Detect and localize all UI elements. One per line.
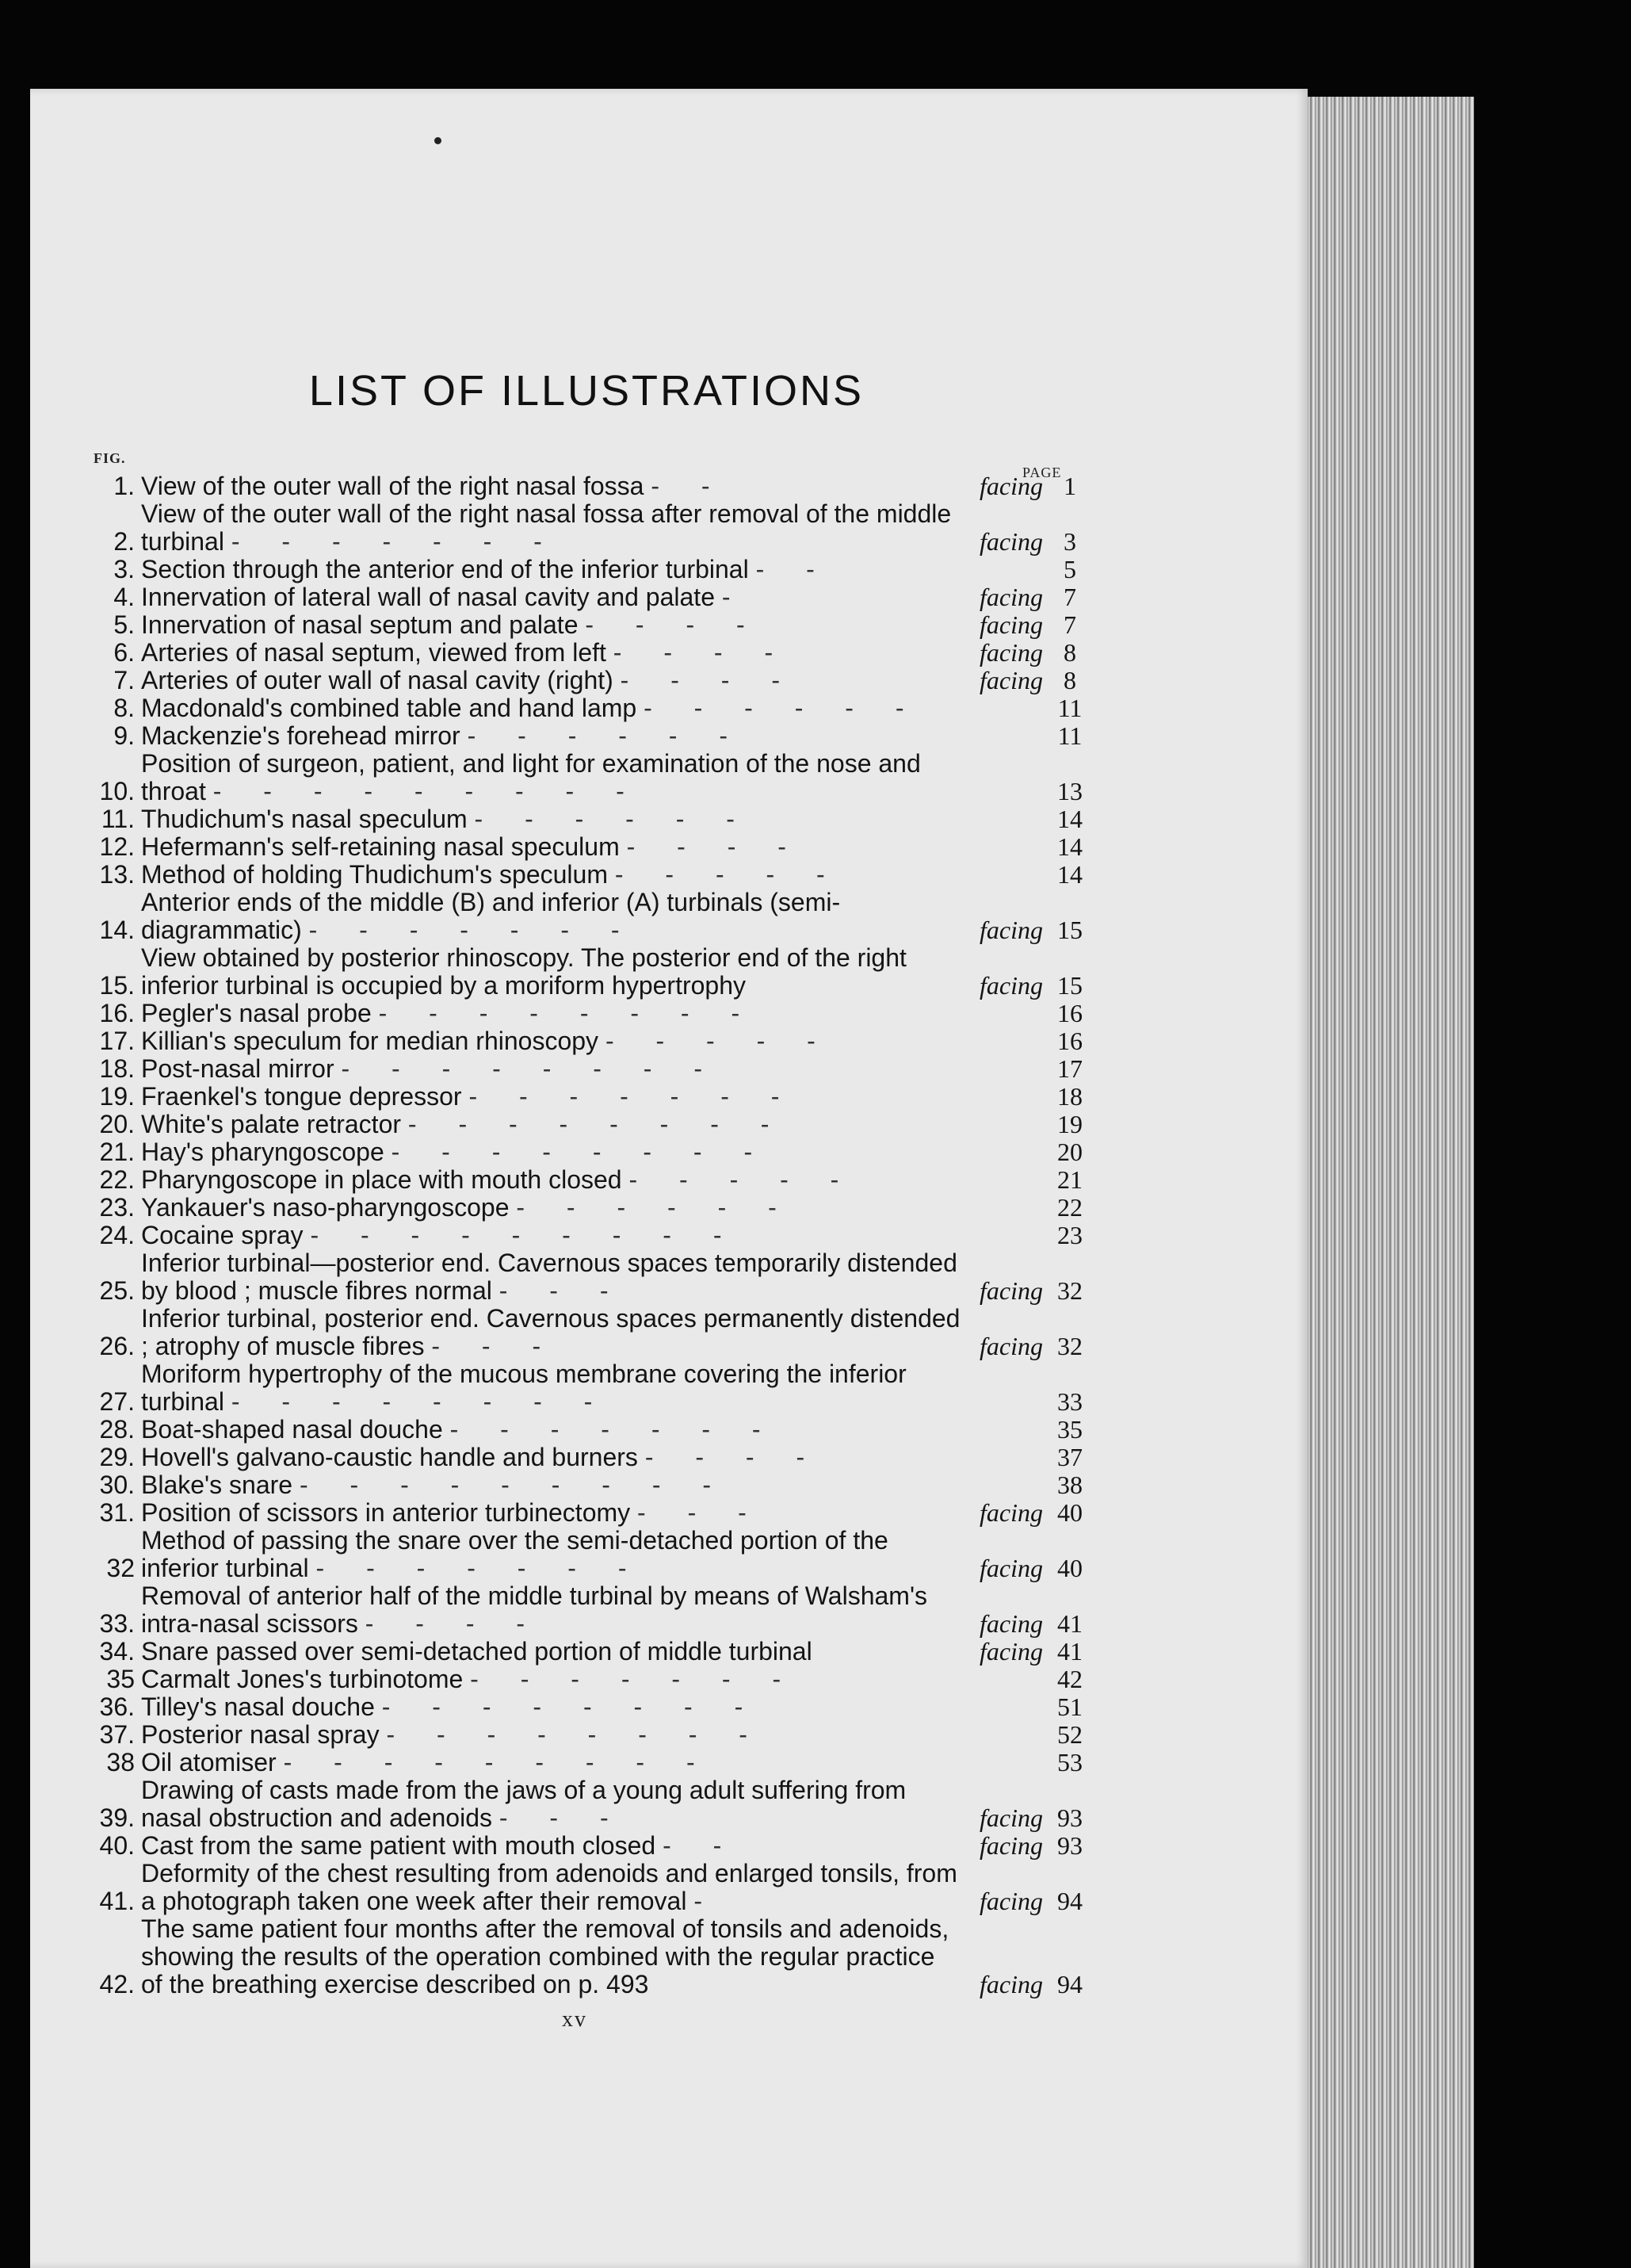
entry-body [141, 1693, 1092, 1721]
page-number: 15 [1057, 971, 1083, 1000]
figure-caption: Thudichum's nasal speculum - - - - - - [141, 805, 752, 833]
dot-leader: - - - - - - - - [391, 1138, 770, 1166]
dot-leader: - - - - - [628, 1165, 857, 1194]
figure-caption: Boat-shaped nasal douche - - - - - - - [141, 1415, 778, 1444]
dot-leader: - - - - - - [474, 805, 752, 833]
page-number: 16 [1057, 999, 1083, 1027]
dot-leader: - - - - [626, 832, 804, 861]
figure-caption: View of the outer wall of the right nasal fossa - - [141, 472, 728, 500]
entry-body [141, 1721, 1092, 1749]
figure-number: 1. [113, 472, 135, 500]
ink-dot [434, 137, 441, 144]
facing-label: facing [980, 527, 1043, 556]
list-item [86, 1721, 1092, 1749]
dot-leader: - - - - - - - - [407, 1110, 787, 1138]
figure-caption: Moriform hypertrophy of the mucous membrane covering the inferior turbinal - - - - - - - - [141, 1360, 907, 1416]
list-item [86, 1416, 1092, 1444]
page-number: 94 [1057, 1970, 1083, 1998]
facing-label: facing [980, 610, 1043, 639]
list-item [86, 833, 1092, 861]
page-number: 37 [1057, 1443, 1083, 1471]
facing-label: facing [980, 1554, 1043, 1582]
dot-leader: - - - - - - - [308, 916, 637, 944]
figure-caption: Tilley's nasal douche - - - - - - - - [141, 1692, 761, 1721]
figure-number: 40. [99, 1831, 135, 1860]
page-number: 11 [1057, 694, 1083, 722]
page-title: LIST OF ILLUSTRATIONS [308, 367, 865, 415]
dot-leader: - - - - - - - [315, 1554, 644, 1582]
list-item [86, 583, 1092, 611]
page-number: 35 [1057, 1415, 1083, 1444]
dot-leader: - - - - - - [516, 1193, 794, 1222]
figure-caption: Innervation of nasal septum and palate - - - - [141, 610, 762, 639]
entry-body [141, 472, 1092, 500]
entry-body [141, 556, 1092, 583]
figure-number: 36. [99, 1692, 135, 1721]
page-number: 13 [1057, 777, 1083, 805]
figure-caption: Deformity of the chest resulting from adenoids and enlarged tonsils, from a photograph taken one week after their removal - [141, 1859, 957, 1915]
entry-body [141, 889, 1092, 944]
figure-number: 6. [113, 638, 135, 667]
facing-label: facing [980, 1609, 1043, 1638]
figure-number: 38 [106, 1748, 135, 1777]
page-number: 32 [1057, 1332, 1083, 1360]
dot-leader: - - - - - - - - [231, 1387, 610, 1416]
figure-number: 4. [113, 583, 135, 611]
entry-body [141, 1416, 1092, 1444]
figure-number: 10. [99, 777, 135, 805]
dot-leader: - - - - - - - - [381, 1692, 761, 1721]
figure-number: 13. [99, 860, 135, 889]
entry-body [141, 1083, 1092, 1111]
list-item [86, 1666, 1092, 1693]
facing-label: facing [980, 1637, 1043, 1666]
figure-number: 34. [99, 1637, 135, 1666]
list-item [86, 1860, 1092, 1915]
list-item [86, 639, 1092, 667]
page-number: 51 [1057, 1692, 1083, 1721]
figure-caption: Innervation of lateral wall of nasal cavity and palate - [141, 583, 748, 611]
figure-number: 25. [99, 1276, 135, 1305]
dot-leader: - - - - - - - - - [283, 1748, 712, 1777]
figure-number: 41. [99, 1887, 135, 1915]
figure-caption: Pegler's nasal probe - - - - - - - - [141, 999, 758, 1027]
page-number: 42 [1057, 1665, 1083, 1693]
entry-body [141, 611, 1092, 639]
list-item [86, 1638, 1092, 1666]
figure-caption: Killian's speculum for median rhinoscopy - - - - - [141, 1027, 833, 1055]
page-number: 21 [1057, 1165, 1083, 1194]
list-item [86, 722, 1092, 750]
figure-caption: Macdonald's combined table and hand lamp - - - - - - [141, 694, 922, 722]
page-number: 5 [1064, 555, 1076, 583]
figure-number: 39. [99, 1803, 135, 1832]
list-item [86, 750, 1092, 805]
figure-caption: Oil atomiser - - - - - - - - - [141, 1748, 712, 1777]
list-item [86, 1249, 1092, 1305]
figure-number: 26. [99, 1332, 135, 1360]
dot-leader: - - - - - - - - - [299, 1471, 729, 1499]
entry-body [141, 667, 1092, 694]
figure-number: 19. [99, 1082, 135, 1111]
facing-label: facing [980, 472, 1043, 500]
page-number: 33 [1057, 1387, 1083, 1416]
page-number: 93 [1057, 1831, 1083, 1860]
entry-body [141, 1860, 1092, 1915]
list-item [86, 1222, 1092, 1249]
page-number: 40 [1057, 1554, 1083, 1582]
list-item [86, 1000, 1092, 1027]
list-item [86, 472, 1092, 500]
list-item [86, 1111, 1092, 1138]
entry-body [141, 1499, 1092, 1527]
page-number: 32 [1057, 1276, 1083, 1305]
figure-number: 3. [113, 555, 135, 583]
figure-number: 20. [99, 1110, 135, 1138]
figure-number: 15. [99, 971, 135, 1000]
entry-body [141, 861, 1092, 889]
entry-body [141, 750, 1092, 805]
figure-number: 21. [99, 1138, 135, 1166]
facing-label: facing [980, 971, 1043, 1000]
figure-caption: Posterior nasal spray - - - - - - - - [141, 1720, 765, 1749]
figure-number: 14. [99, 916, 135, 944]
entry-body [141, 1249, 1092, 1305]
entry-body [141, 1027, 1092, 1055]
entry-body [141, 805, 1092, 833]
dot-leader: - - [755, 555, 832, 583]
dot-leader: - - - - [613, 638, 791, 667]
figure-number: 23. [99, 1193, 135, 1222]
figure-number: 16. [99, 999, 135, 1027]
figure-number: 33. [99, 1609, 135, 1638]
entry-body [141, 694, 1092, 722]
dot-leader: - - - - [644, 1443, 823, 1471]
figure-number: 8. [113, 694, 135, 722]
facing-label: facing [980, 1803, 1043, 1832]
dot-leader: - - - [637, 1498, 764, 1527]
facing-label: facing [980, 916, 1043, 944]
figure-number: 29. [99, 1443, 135, 1471]
page-number: 18 [1057, 1082, 1083, 1111]
page-number: 7 [1064, 610, 1076, 639]
figure-caption: Snare passed over semi-detached portion of middle turbinal [141, 1637, 812, 1666]
figure-caption: Arteries of outer wall of nasal cavity (right) - - - - [141, 666, 797, 694]
list-item [86, 1194, 1092, 1222]
list-item [86, 1693, 1092, 1721]
page-number: 16 [1057, 1027, 1083, 1055]
page-folio: xv [562, 2007, 587, 2032]
figure-number: 28. [99, 1415, 135, 1444]
list-item [86, 611, 1092, 639]
list-item [86, 1832, 1092, 1860]
dot-leader: - - - [498, 1803, 626, 1832]
entry-body [141, 1832, 1092, 1860]
entry-body [141, 1915, 1092, 1998]
figure-number: 7. [113, 666, 135, 694]
entry-body [141, 1138, 1092, 1166]
page-number: 20 [1057, 1138, 1083, 1166]
list-item [86, 1083, 1092, 1111]
figure-caption: Blake's snare - - - - - - - - - [141, 1471, 729, 1499]
figure-caption: Yankauer's naso-pharyngoscope - - - - - - [141, 1193, 794, 1222]
entry-body [141, 1166, 1092, 1194]
entry-body [141, 1194, 1092, 1222]
dot-leader: - [721, 583, 748, 611]
entry-body [141, 1000, 1092, 1027]
figure-caption: Hefermann's self-retaining nasal speculum - - - - [141, 832, 804, 861]
facing-label: facing [980, 583, 1043, 611]
dot-leader: - - [651, 472, 728, 500]
entry-body [141, 833, 1092, 861]
figure-number: 11. [101, 805, 135, 833]
page-number: 41 [1057, 1609, 1083, 1638]
facing-label: facing [980, 1276, 1043, 1305]
facing-label: facing [980, 1831, 1043, 1860]
page-number: 38 [1057, 1471, 1083, 1499]
figure-number: 32 [106, 1554, 135, 1582]
dot-leader: - - - [431, 1332, 559, 1360]
entry-body [141, 583, 1092, 611]
list-item [86, 556, 1092, 583]
figure-caption: Inferior turbinal—posterior end. Cavernous spaces temporarily distended by blood ; muscle fibres normal - - - [141, 1249, 957, 1305]
page-number: 7 [1064, 583, 1076, 611]
list-item [86, 1027, 1092, 1055]
figure-caption: Position of scissors in anterior turbinectomy - - - [141, 1498, 764, 1527]
facing-label: facing [980, 1498, 1043, 1527]
list-item [86, 1749, 1092, 1777]
dot-leader: - - - - - - - [449, 1415, 778, 1444]
page-number: 14 [1057, 805, 1083, 833]
figure-caption: Section through the anterior end of the inferior turbinal - - [141, 555, 832, 583]
page-number: 22 [1057, 1193, 1083, 1222]
page-number: 53 [1057, 1748, 1083, 1777]
figure-caption: Position of surgeon, patient, and light for examination of the nose and throat - - - - - - - - - [141, 749, 921, 805]
list-item [86, 694, 1092, 722]
page-edges [1308, 97, 1474, 2268]
page-number: 14 [1057, 832, 1083, 861]
dot-leader: - - - - [365, 1609, 543, 1638]
list-item [86, 1305, 1092, 1360]
list-item [86, 1471, 1092, 1499]
dot-leader: - - - - - - [644, 694, 922, 722]
page-number: 19 [1057, 1110, 1083, 1138]
illustrations-list [86, 472, 1092, 1998]
page-number: 17 [1057, 1054, 1083, 1083]
facing-label: facing [980, 638, 1043, 667]
facing-label: facing [980, 1887, 1043, 1915]
figure-caption: Hay's pharyngoscope - - - - - - - - [141, 1138, 770, 1166]
entry-body [141, 1111, 1092, 1138]
figure-caption: View of the outer wall of the right nasal fossa after removal of the middle turbinal - - - - - - - [141, 499, 952, 556]
list-item [86, 1360, 1092, 1416]
entry-body [141, 1749, 1092, 1777]
figure-caption: Cocaine spray - - - - - - - - - [141, 1221, 739, 1249]
list-item [86, 889, 1092, 944]
figure-caption: Fraenkel's tongue depressor - - - - - - - [141, 1082, 797, 1111]
list-item [86, 805, 1092, 833]
edge-shadow [1474, 97, 1631, 2268]
page-number: 14 [1057, 860, 1083, 889]
list-item [86, 1527, 1092, 1582]
dot-leader: - - - - - [614, 860, 842, 889]
figure-caption: Anterior ends of the middle (B) and inferior (A) turbinals (semi-diagrammatic) - - - - - - - [141, 888, 841, 944]
dot-leader: - - - - - - - - [386, 1720, 765, 1749]
entry-body [141, 722, 1092, 750]
entry-body [141, 1638, 1092, 1666]
figure-caption: Hovell's galvano-caustic handle and burners - - - - [141, 1443, 823, 1471]
figure-number: 30. [99, 1471, 135, 1499]
figure-number: 35 [106, 1665, 135, 1693]
figure-caption: Arteries of nasal septum, viewed from left - - - - [141, 638, 791, 667]
figure-number: 22. [99, 1165, 135, 1194]
figure-number: 31. [99, 1498, 135, 1527]
entry-body [141, 1666, 1092, 1693]
list-item [86, 861, 1092, 889]
page-number: 41 [1057, 1637, 1083, 1666]
page-number: 11 [1057, 721, 1083, 750]
figure-caption: Carmalt Jones's turbinotome - - - - - - - [141, 1665, 799, 1693]
figure-number: 42. [99, 1970, 135, 1998]
facing-label: facing [980, 1332, 1043, 1360]
list-item [86, 667, 1092, 694]
entry-body [141, 1055, 1092, 1083]
dot-leader: - - - - - - - [231, 527, 560, 556]
list-item [86, 1138, 1092, 1166]
page-number: 15 [1057, 916, 1083, 944]
page-number: 8 [1064, 666, 1076, 694]
list-item [86, 1444, 1092, 1471]
figure-number: 24. [99, 1221, 135, 1249]
page-number: 93 [1057, 1803, 1083, 1832]
page-number: 3 [1064, 527, 1076, 556]
page-number: 1 [1064, 472, 1076, 500]
entry-body [141, 1527, 1092, 1582]
dot-leader: - - - - [585, 610, 762, 639]
figure-caption: Method of passing the snare over the semi-detached portion of the inferior turbinal - - - - - - - [141, 1526, 888, 1582]
page-number: 40 [1057, 1498, 1083, 1527]
page-column-header: PAGE [1022, 465, 1062, 480]
figure-number: 37. [99, 1720, 135, 1749]
entry-body [141, 1360, 1092, 1416]
figure-caption: Pharyngoscope in place with mouth closed - - - - - [141, 1165, 857, 1194]
entry-body [141, 1471, 1092, 1499]
dot-leader: - - - - - [605, 1027, 833, 1055]
entry-body [141, 944, 1092, 1000]
page-number: 52 [1057, 1720, 1083, 1749]
figure-caption: Cast from the same patient with mouth closed - - [141, 1831, 739, 1860]
entry-body [141, 1444, 1092, 1471]
entry-body [141, 1777, 1092, 1832]
dot-leader: - - - [498, 1276, 626, 1305]
list-item [86, 1777, 1092, 1832]
figure-number: 2. [113, 527, 135, 556]
dot-leader: - - - - - - - - - [310, 1221, 739, 1249]
figure-caption: View obtained by posterior rhinoscopy. The posterior end of the right inferior turbinal is occupied by a moriform hypertrophy [141, 943, 907, 1000]
figure-caption: Method of holding Thudichum's speculum - - - - - [141, 860, 842, 889]
dot-leader: - - - - - - - - [341, 1054, 720, 1083]
facing-label: facing [980, 666, 1043, 694]
figure-number: 17. [99, 1027, 135, 1055]
dot-leader: - - - - - - - - [378, 999, 758, 1027]
entry-body [141, 1305, 1092, 1360]
dot-leader: - - - - - - [467, 721, 745, 750]
page-number: 94 [1057, 1887, 1083, 1915]
figure-number: 27. [99, 1387, 135, 1416]
list-item [86, 944, 1092, 1000]
figure-caption: Inferior turbinal, posterior end. Cavernous spaces permanently distended ; atrophy of muscle fibres - - - [141, 1304, 961, 1360]
figure-caption: White's palate retractor - - - - - - - - [141, 1110, 787, 1138]
entry-body [141, 1222, 1092, 1249]
dot-leader: - [693, 1887, 720, 1915]
figure-caption: Mackenzie's forehead mirror - - - - - - [141, 721, 745, 750]
page-number: 23 [1057, 1221, 1083, 1249]
dot-leader: - - - - - - - - - [212, 777, 642, 805]
facing-label: facing [980, 1970, 1043, 1998]
figure-caption: The same patient four months after the removal of tonsils and adenoids, showing the results of the operation combined with the regular practice of the breathing exercise described on p. 493 [141, 1914, 949, 1998]
dot-leader: - - - - [620, 666, 797, 694]
list-item [86, 1055, 1092, 1083]
list-item [86, 500, 1092, 556]
figure-caption: Drawing of casts made from the jaws of a young adult suffering from nasal obstruction and adenoids - - - [141, 1776, 907, 1832]
figure-number: 18. [99, 1054, 135, 1083]
list-item [86, 1582, 1092, 1638]
list-item [86, 1499, 1092, 1527]
figure-number: 5. [113, 610, 135, 639]
dot-leader: - - [663, 1831, 739, 1860]
dot-leader: - - - - - - - [468, 1082, 797, 1111]
entry-body [141, 639, 1092, 667]
fig-column-header: FIG. [94, 450, 126, 466]
entry-body [141, 1582, 1092, 1638]
figure-number: 9. [113, 721, 135, 750]
figure-caption: Post-nasal mirror - - - - - - - - [141, 1054, 720, 1083]
entry-body [141, 500, 1092, 556]
list-item [86, 1915, 1092, 1998]
dot-leader: - - - - - - - [470, 1665, 799, 1693]
page-number: 8 [1064, 638, 1076, 667]
figure-number: 12. [99, 832, 135, 861]
list-item [86, 1166, 1092, 1194]
figure-caption: Removal of anterior half of the middle turbinal by means of Walsham's intra-nasal scissors - - - - [141, 1581, 928, 1638]
